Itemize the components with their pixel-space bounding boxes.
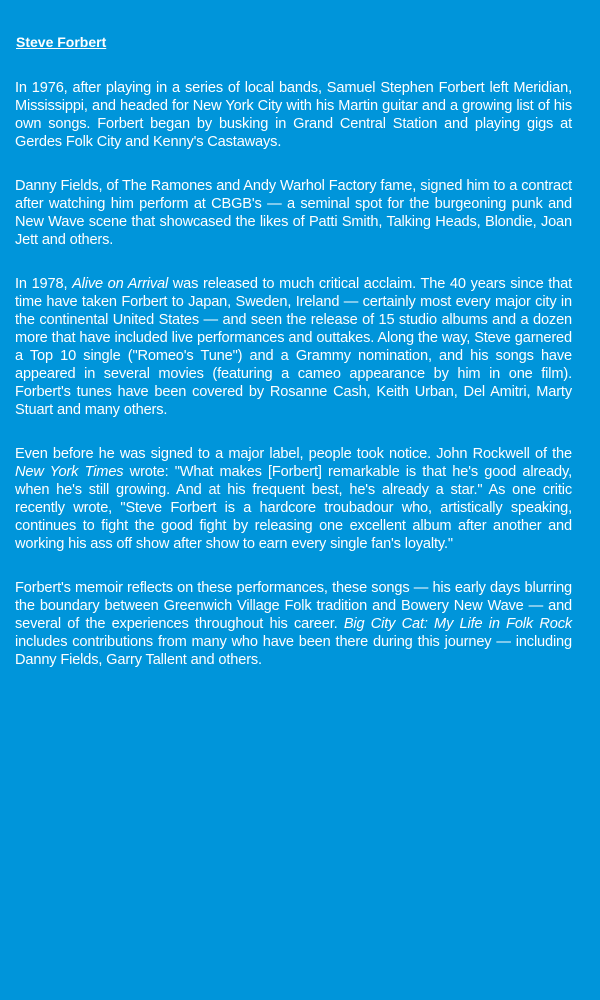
p4-text-after: wrote: "What makes [Forbert] remarkable is that he's good already, when he's still growing. And at his frequent best, he's already a star." As one critic recently wrote, "Steve Forbert is a hardcore troubadour who, artistically speaking, continues to fight the good fight by releasing one excellent album after another and working his ass off show after show to earn every single fan's loyalty." — [15, 464, 572, 552]
p3-text-after: was released to much critical acclaim. The 40 years since that time have taken Forbert to Japan, Sweden, Ireland — certainly most every major city in the continental United States — and seen the release of 15 studio albums and a dozen more that have included live performances and outtakes. Along the way, Steve garnered a Top 10 single ("Romeo's Tune") and a Grammy nomination, and his songs have appeared in several movies (featuring a cameo appearance by him in one film). Forbert's tunes have been covered by Rosanne Cash, Keith Urban, Del Amitri, Marty Stuart and many others. — [15, 276, 572, 418]
p5-text-after: includes contributions from many who have been there during this journey — including Danny Fields, Garry Tallent and others. — [15, 634, 572, 668]
p3-text-before: In 1978, — [15, 276, 73, 292]
paragraph-critical-praise — [15, 445, 572, 553]
p5-text-before: Forbert's memoir reflects on these performances, these songs — his early days blurring the boundary between Greenwich Village Folk tradition and Bowery New Wave — and several of the experiences throughout his career. — [15, 580, 572, 632]
article-title: Steve Forbert — [16, 34, 107, 50]
publication-new-york-times: New York Times — [15, 464, 124, 480]
paragraph-early-career: In 1976, after playing in a series of local bands, Samuel Stephen Forbert left Meridian, Mississippi, and headed for New York City with his Martin guitar and a growing list of his own songs. Forbert began by busking in Grand Central Station and playing gigs at Gerdes Folk City and Kenny's Castaways. — [15, 80, 572, 150]
paragraph-danny-fields: Danny Fields, of The Ramones and Andy Warhol Factory fame, signed him to a contract after watching him perform at CBGB's — a seminal spot for the burgeoning punk and New Wave scene that showcased the likes of Patti Smith, Talking Heads, Blondie, Joan Jett and others. — [15, 178, 572, 248]
p4-text-before: Even before he was signed to a major label, people took notice. John Rockwell of the — [15, 446, 572, 462]
book-title-big-city-cat: Big City Cat: My Life in Folk Rock — [343, 616, 572, 632]
paragraph-memoir — [15, 579, 572, 669]
album-title-alive-on-arrival: Alive on Arrival — [72, 276, 169, 292]
paragraph-alive-on-arrival — [15, 275, 572, 419]
